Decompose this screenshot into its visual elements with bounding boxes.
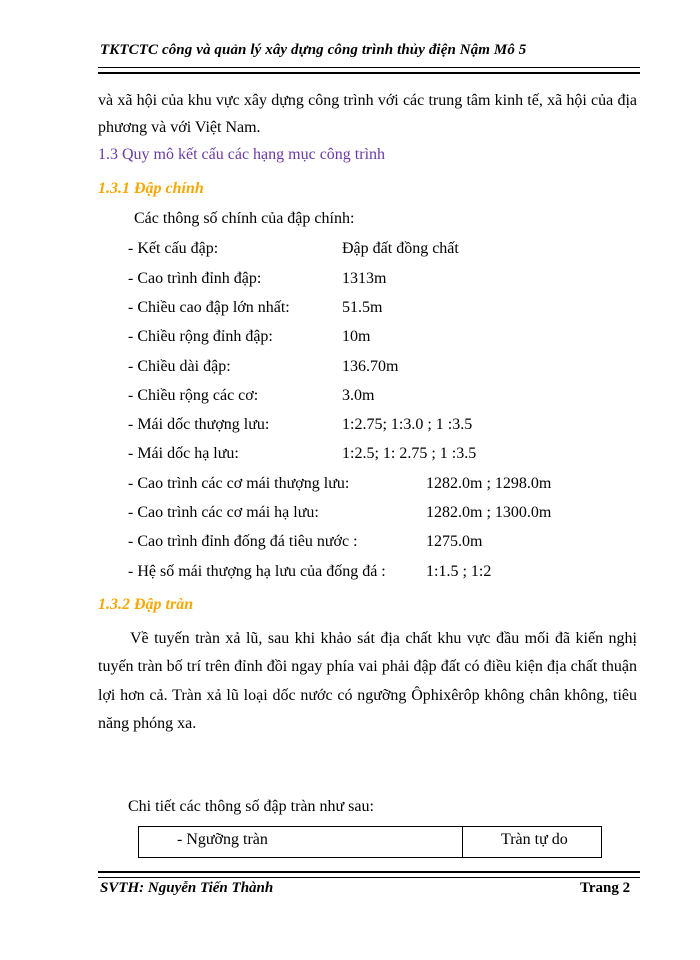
spillway-paragraph-line-3: lợi hơn cả. Tràn xả lũ loại dốc nước có ngưỡng Ôphixêrôp không chân không, tiêu bbox=[98, 687, 637, 704]
param-label: - Chiều rộng các cơ: bbox=[128, 387, 259, 404]
footer-student: SVTH: Nguyễn Tiến Thành bbox=[100, 880, 274, 896]
param-label: - Kết cấu đập: bbox=[128, 240, 219, 257]
spillway-paragraph-line-1: Về tuyến tràn xả lũ, sau khi khảo sát địa chất khu vực đầu mối đã kiến nghị bbox=[130, 630, 637, 647]
subsection-heading-1-3-2: 1.3.2 Đập tràn bbox=[98, 596, 194, 613]
table-value: Tràn tự do bbox=[501, 831, 568, 848]
param-label: - Cao trình đỉnh đống đá tiêu nước : bbox=[128, 533, 358, 550]
param-label: - Hệ số mái thượng hạ lưu của đống đá : bbox=[128, 563, 386, 580]
param-label: - Chiều cao đập lớn nhất: bbox=[128, 299, 290, 316]
param-value: 1313m bbox=[342, 270, 387, 287]
spillway-params-table bbox=[138, 826, 602, 858]
param-label: - Mái dốc thượng lưu: bbox=[128, 416, 270, 433]
param-label: - Cao trình các cơ mái thượng lưu: bbox=[128, 475, 350, 492]
param-label: - Cao trình các cơ mái hạ lưu: bbox=[128, 504, 319, 521]
continuation-line-2: phương và với Việt Nam. bbox=[98, 119, 261, 136]
param-value: 1:2.5; 1: 2.75 ; 1 :3.5 bbox=[342, 445, 477, 462]
param-value: 1:1.5 ; 1:2 bbox=[426, 563, 492, 580]
param-label: - Chiều rộng đỉnh đập: bbox=[128, 328, 273, 345]
header-rule bbox=[98, 67, 640, 74]
section-heading-1-3: 1.3 Quy mô kết cấu các hạng mục công trình bbox=[98, 146, 386, 163]
param-value: 3.0m bbox=[342, 387, 375, 404]
subsection-heading-1-3-1: 1.3.1 Đập chính bbox=[98, 180, 204, 197]
footer-rule bbox=[98, 871, 640, 878]
param-value: 136.70m bbox=[342, 358, 399, 375]
param-value: 1:2.75; 1:3.0 ; 1 :3.5 bbox=[342, 416, 473, 433]
param-label: - Cao trình đỉnh đập: bbox=[128, 270, 262, 287]
param-value: 10m bbox=[342, 328, 371, 345]
continuation-line-1: và xã hội của khu vực xây dựng công trình với các trung tâm kinh tế, xã hội của địa bbox=[98, 92, 637, 109]
spillway-paragraph-line-2: tuyến tràn bố trí trên đỉnh đồi ngay phía vai phải đập đất có điều kiện địa chất thuận bbox=[98, 658, 637, 675]
table-label: - Ngưỡng tràn bbox=[177, 831, 268, 848]
dam-params-intro: Các thông số chính của đập chính: bbox=[134, 210, 355, 227]
param-value: 1275.0m bbox=[426, 533, 483, 550]
param-value: 1282.0m ; 1298.0m bbox=[426, 475, 552, 492]
param-value: 1282.0m ; 1300.0m bbox=[426, 504, 552, 521]
param-label: - Chiều dài đập: bbox=[128, 358, 231, 375]
footer-page-number: Trang 2 bbox=[580, 880, 631, 896]
spillway-detail-intro: Chi tiết các thông số đập tràn như sau: bbox=[128, 798, 374, 815]
param-label: - Mái dốc hạ lưu: bbox=[128, 445, 239, 462]
param-value: Đập đất đồng chất bbox=[342, 240, 459, 257]
param-value: 51.5m bbox=[342, 299, 383, 316]
running-header: TKTCTC công và quản lý xây dựng công trình thủy điện Nậm Mô 5 bbox=[100, 42, 527, 58]
spillway-paragraph-line-4: năng phóng xa. bbox=[98, 715, 197, 732]
